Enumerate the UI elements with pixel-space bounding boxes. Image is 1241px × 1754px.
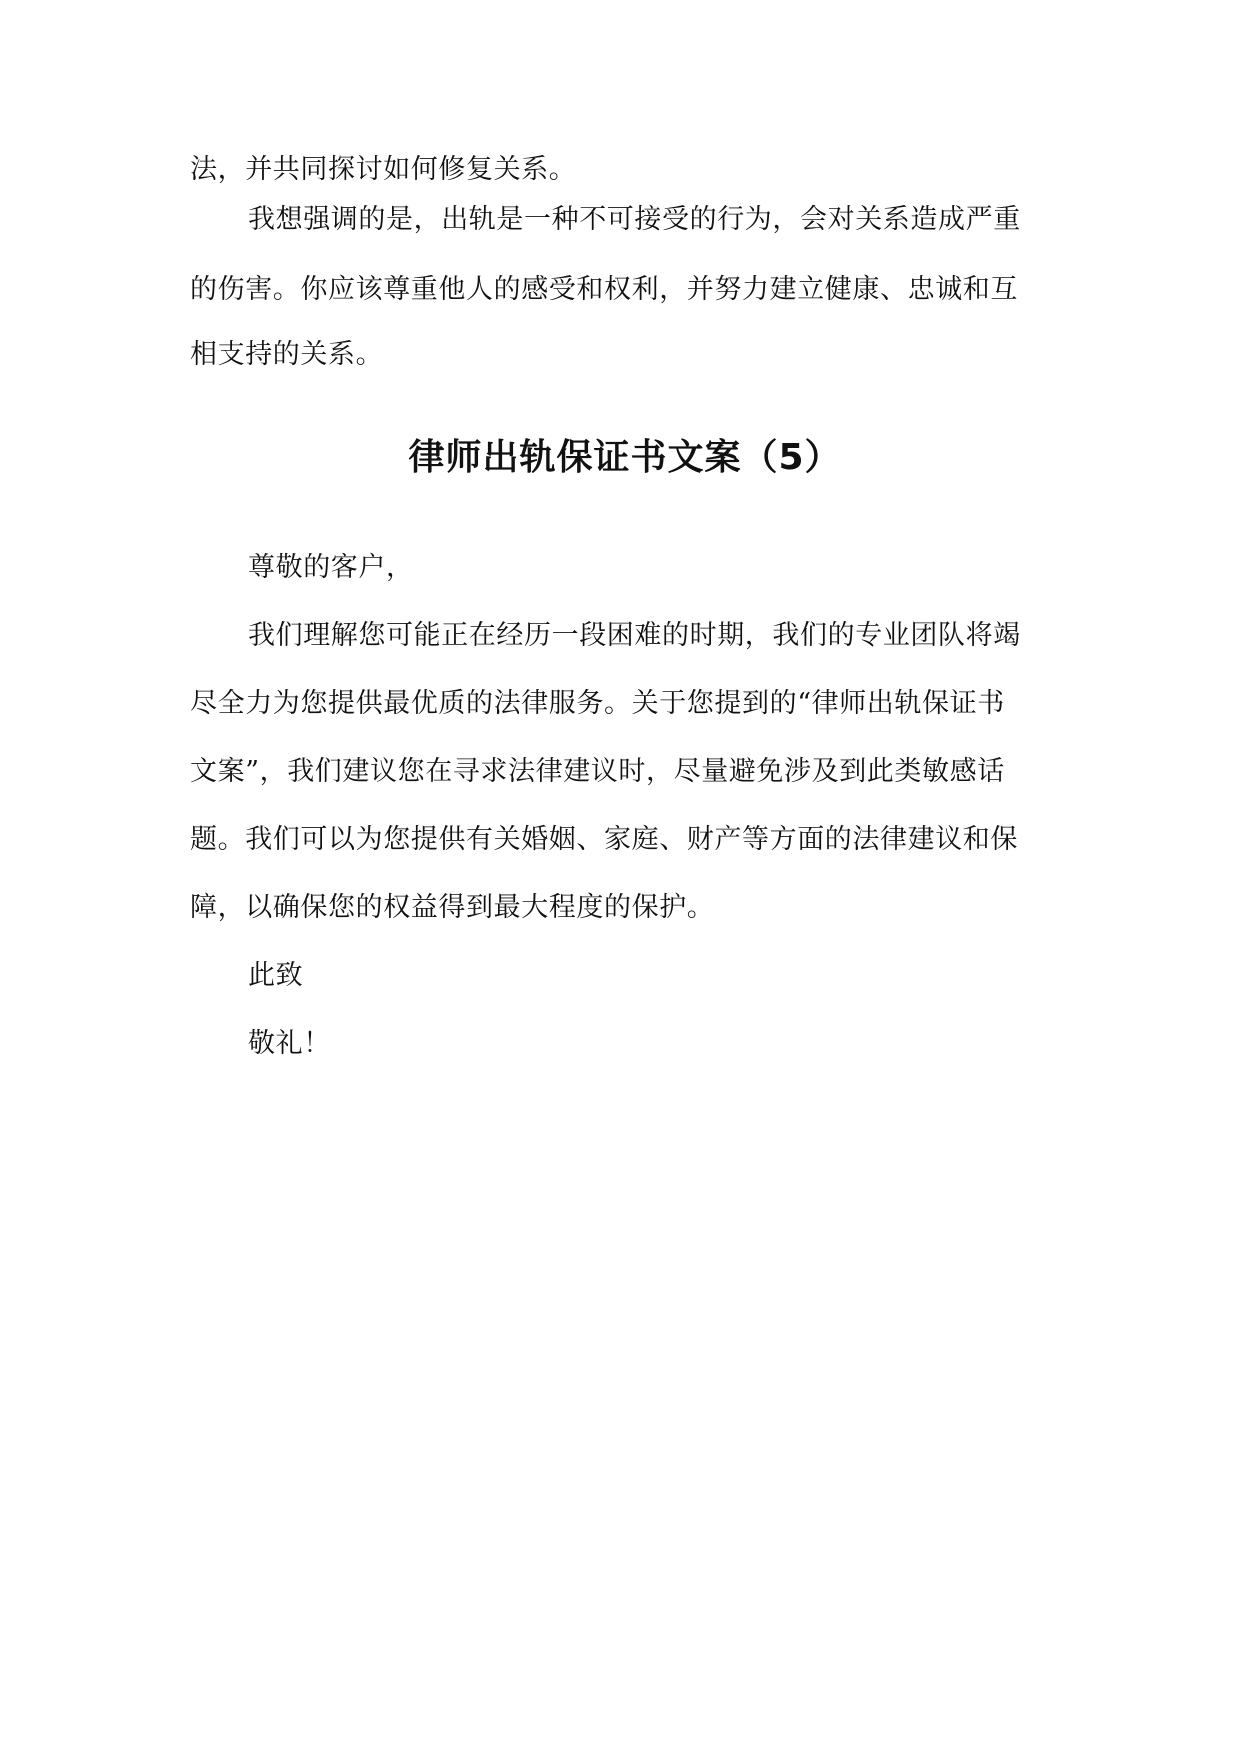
paragraph-line: 法，并共同探讨如何修复关系。 xyxy=(190,154,577,185)
paragraph-line: 我想强调的是，出轨是一种不可接受的行为，会对关系造成严重 xyxy=(248,204,1021,235)
paragraph-line: 尽全力为您提供最优质的法律服务。关于您提到的“律师出轨保证书 xyxy=(190,688,1005,719)
section-title: 律师出轨保证书文案（5） xyxy=(408,437,842,478)
salutation: 尊敬的客户， xyxy=(248,552,414,583)
paragraph-line: 题。我们可以为您提供有关婚姻、家庭、财产等方面的法律建议和保 xyxy=(190,824,1018,855)
closing-line: 敬礼！ xyxy=(248,1028,331,1059)
paragraph-line: 障，以确保您的权益得到最大程度的保护。 xyxy=(190,892,715,923)
paragraph-line: 文案”，我们建议您在寻求法律建议时，尽量避免涉及到此类敏感话 xyxy=(190,756,1005,787)
paragraph-line: 相支持的关系。 xyxy=(190,339,384,370)
paragraph-line: 我们理解您可能正在经历一段困难的时期，我们的专业团队将竭 xyxy=(248,620,1021,651)
closing-line: 此致 xyxy=(248,960,304,991)
paragraph-line: 的伤害。你应该尊重他人的感受和权利，并努力建立健康、忠诚和互 xyxy=(190,274,1018,305)
